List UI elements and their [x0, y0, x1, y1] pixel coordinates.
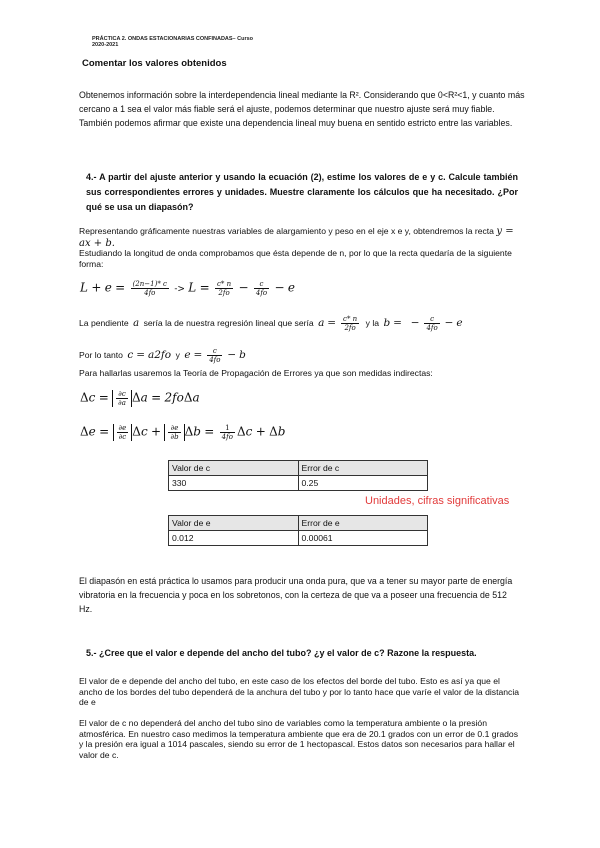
table-cell: 0.00061: [298, 531, 428, 546]
errors-intro: Para hallarlas usaremos la Teoría de Propagación de Errores ya que son medidas indirectas:: [79, 368, 433, 378]
diapason-paragraph: El diapasón en está práctica lo usamos para producir una onda pura, que va a tener su mayor parte de energía vibratoria en la frecuencia y poca en los sobretonos, con la certeza de que va a poseer una frecuencia de 512 Hz.: [79, 576, 513, 614]
answer5-p1: El valor de e depende del ancho del tubo, en este caso de los efectos del borde del tubo. Esto es así ya que el ancho de los bordes del tubo dependerá de la anchura del tubo y por lo tanto hace que varíe el valor de la distancia de e: [79, 676, 520, 707]
answer4-p1: Representando gráficamente nuestras variables de alargamiento y peso en el eje x e y, obtendremos la recta: [79, 226, 494, 236]
table-header-cell: Error de e: [298, 516, 428, 531]
therefore-line: Por lo tanto c = a2fo y e = $\frac{c}{4fo}$ − b: [79, 346, 246, 364]
table-row: [169, 476, 428, 491]
table-cell: 0.25: [298, 476, 428, 491]
equation-delta-c: Δc = $\frac{\partial c}{\partial a}$ Δa = 2foΔa: [80, 390, 200, 407]
table-e-values: [168, 515, 428, 546]
section-title-comment: Comentar los valores obtenidos: [82, 58, 227, 69]
table-c-values: [168, 460, 428, 491]
question-4: 4.- A partir del ajuste anterior y usando la ecuación (2), estime los valores de e y c. Calcule también sus correspondientes errores y unidades. Muestre claramente los cálculos que ha necesitado. ¿Por qué se usa un diapasón?: [86, 172, 518, 212]
question-5: 5.- ¿Cree que el valor e depende del ancho del tubo? ¿y el valor de c? Razone la respuesta.: [86, 648, 477, 658]
and-text: y: [175, 350, 180, 360]
slope-text-a: La pendiente: [79, 318, 129, 328]
therefore-text: Por lo tanto: [79, 350, 123, 360]
line-equation: y = ax + b.: [79, 226, 514, 249]
table-header-cell: Valor de c: [169, 461, 299, 476]
table-header-cell: Valor de e: [169, 516, 299, 531]
review-annotation: Unidades, cifras significativas: [365, 495, 510, 507]
answer4-p2: Estudiando la longitud de onda comprobamos que ésta depende de n, por lo que la recta quedaría de la siguiente forma:: [79, 248, 512, 269]
table-cell: 330: [169, 476, 299, 491]
table-row: [169, 461, 428, 476]
page-header: [92, 36, 253, 48]
answer5-p2: El valor de c no dependerá del ancho del tubo sino de variables como la temperatura ambiente o la presión atmosférica. En nuestro caso medimos la temperatura ambiente que era de 20.1 grados con un error de 0.1 grados y la presión era igual a 1014 pascales, siendo su error de 1 hectopascal. Estos datos son necesarios para hallar el valor de c.: [79, 718, 519, 760]
comment-paragraph: Obtenemos información sobre la interdependencia lineal mediante la R². Considerando que 0<R²<1, y cuanto más cercano a 1 sea el valor más fiable será el ajuste, podemos determinar que nuestro ajuste será muy fiable. También podemos afirmar que existe una dependencia lineal muy buena en sentido estricto entre las variables.: [79, 90, 525, 128]
table-header-cell: Error de c: [298, 461, 428, 476]
answer4-intro: [79, 226, 519, 249]
table-cell: 0.012: [169, 531, 299, 546]
slope-text-b: sería la de nuestra regresión lineal que sería: [143, 318, 314, 328]
header-line-2: 2020-2021: [92, 42, 119, 48]
equation-length: L + e = $\frac{(2n-1)* c}{4fo}$ -> L = $\frac{c* n}{2fo}$ − $\frac{c}{4fo}$ − e: [80, 280, 295, 297]
slope-line: La pendiente a sería la de nuestra regresión lineal que sería a = $\frac{c* n}{2fo}$ y la b = − $\frac{c}{4fo}$ − e: [79, 314, 463, 332]
header-line-1: PRÁCTICA 2. ONDAS ESTACIONARIAS CONFINADAS– Curso: [92, 36, 254, 42]
equation-delta-e: Δe = $\frac{\partial e}{\partial c}$ Δc + $\frac{\partial e}{\partial b}$ Δb = $\frac{1}{4fo}$ Δc + Δb: [80, 424, 286, 441]
slope-text-c: y la: [365, 318, 380, 328]
table-row: [169, 531, 428, 546]
table-row: [169, 516, 428, 531]
